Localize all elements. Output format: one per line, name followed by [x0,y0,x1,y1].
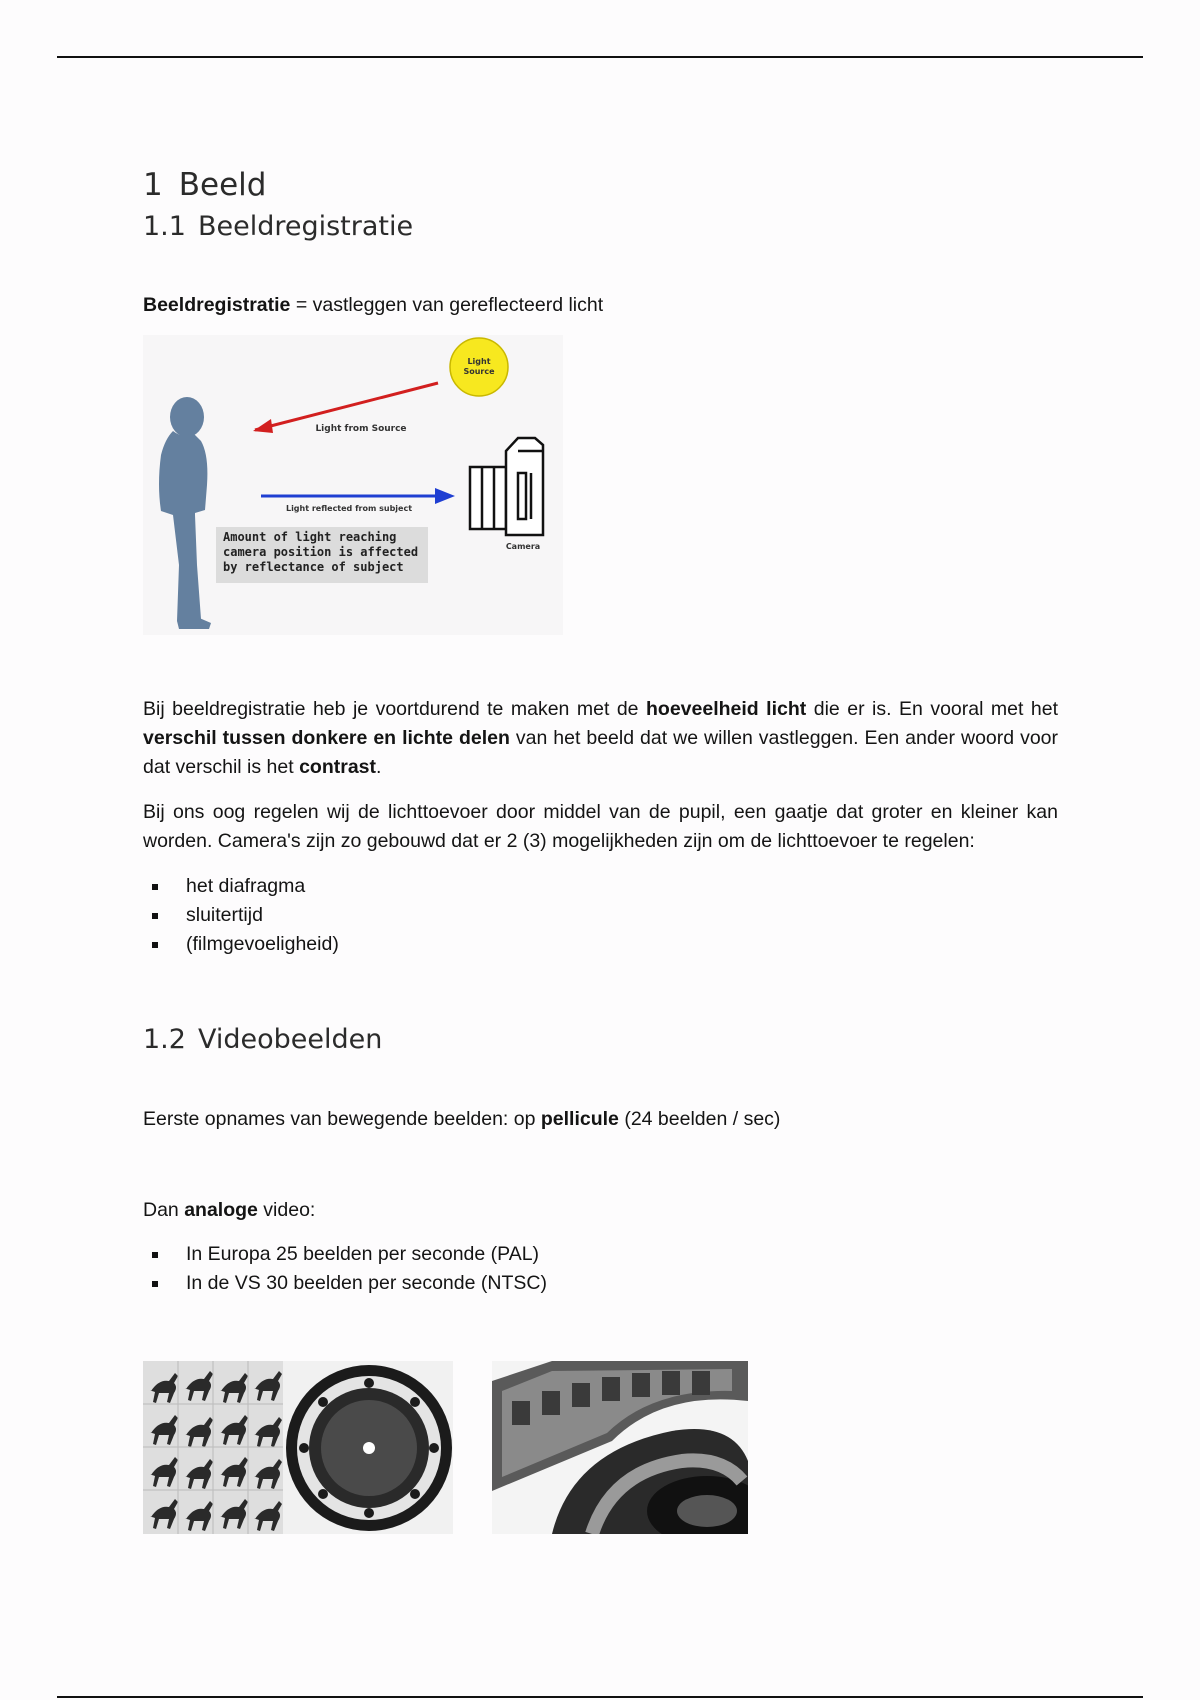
paragraph-pupil: Bij ons oog regelen wij de lichttoevoer door middel van de pupil, een gaatje dat groter en kleiner kan worden. Camera's zijn zo gebouwd dat er 2 (3) mogelijkheden zijn om de lichttoevoer te regelen: [143,801,1058,852]
paragraph-analog [143,1196,1058,1225]
zoetrope-disc [283,1361,453,1534]
note-text: Amount of light reaching [223,530,397,544]
bold-run: verschil tussen donkere en lichte delen [143,727,510,749]
footer-rule [57,1696,1143,1698]
list-item [143,1269,843,1298]
bold-run: pellicule [540,1108,619,1130]
incident-light-label: Light from Source [315,424,407,434]
light-reflection-diagram [143,335,563,635]
list-item-text: sluitertijd [186,904,263,926]
bullet-icon [152,1281,158,1287]
bullet-icon [152,942,158,948]
list-item [143,901,843,930]
text-run: Bij beeldregistratie heb je voortdurend te maken met de [143,698,646,720]
text-run: video: [257,1199,316,1221]
light-source-label: Light [467,357,491,366]
text-run: (24 beelden / sec) [618,1108,781,1130]
definition-text: = vastleggen van gereflecteerd licht [290,294,604,316]
bold-run: hoeveelheid licht [646,698,807,720]
bullet-icon [152,884,158,890]
text-run: die er is. En vooral met het [806,698,1058,720]
note-text: camera position is affected [223,545,419,559]
heading-title: Beeld [178,167,267,203]
list-item-text: het diafragma [186,875,306,897]
bullet-icon [152,1252,158,1258]
horse-motion-image [143,1361,453,1534]
text-run: Dan [143,1199,185,1221]
light-source-label: Source [463,367,495,376]
heading-1-1 [143,211,413,242]
paragraph-light-contrast [143,695,1058,782]
film-strip-image [492,1361,748,1534]
heading-1 [143,167,266,203]
heading-number: 1.2 [143,1024,186,1055]
list-item-text: In de VS 30 beelden per seconde (NTSC) [186,1272,547,1294]
text-run: van het beeld dat we willen vastleggen. Een ander woord voor dat verschil is het [143,727,1058,778]
bold-run: analoge [184,1199,258,1221]
note-text: by reflectance of subject [223,560,404,574]
bold-run: contrast [299,756,377,778]
text-run: . [376,756,382,778]
heading-title: Beeldregistratie [197,211,414,242]
heading-1-2 [143,1024,382,1055]
heading-number: 1 [143,167,163,203]
horse-frames-grid [143,1361,283,1534]
reflected-light-label: Light reflected from subject [285,504,413,513]
heading-title: Videobeelden [197,1024,383,1055]
list-item [143,930,843,959]
bullet-icon [152,913,158,919]
heading-number: 1.1 [143,211,186,242]
camera-label: Camera [505,542,541,551]
header-rule [57,56,1143,58]
list-item-text: (filmgevoeligheid) [186,933,339,955]
list-item [143,872,843,901]
list-item [143,1240,843,1269]
list-item-text: In Europa 25 beelden per seconde (PAL) [186,1243,540,1265]
video-standards-list [143,1240,843,1298]
paragraph-pellicule [143,1105,1058,1134]
definition-term: Beeldregistratie [143,294,291,316]
definition-paragraph [143,291,1058,320]
text-run: Eerste opnames van bewegende beelden: op [143,1108,541,1130]
light-control-list [143,872,843,959]
